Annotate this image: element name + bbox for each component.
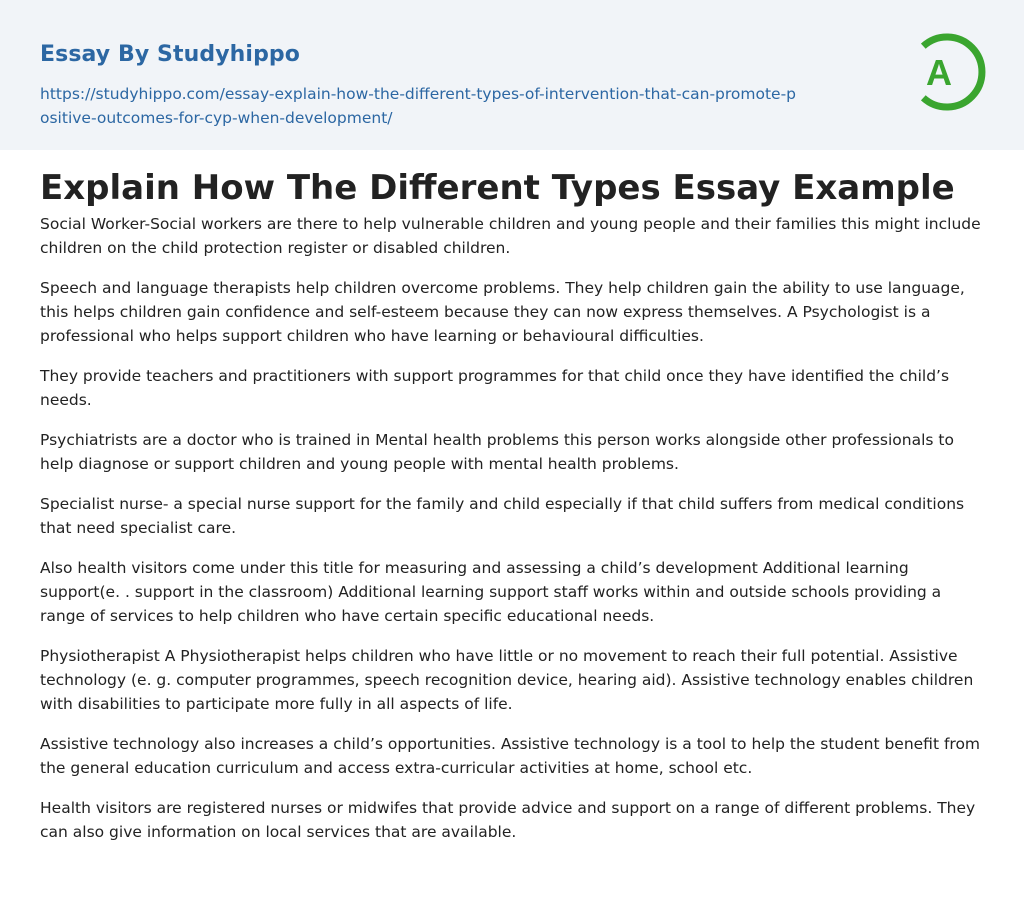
essay-paragraph: Health visitors are registered nurses or midwifes that provide advice and support on a range of different problems. They can also give information on local services that are available.	[40, 799, 976, 841]
essay-paragraph: Psychiatrists are a doctor who is trained in Mental health problems this person works alongside other professionals to help diagnose or support children and young people with mental health problems.	[40, 431, 954, 473]
essay-paragraph: They provide teachers and practitioners with support programmes for that child once they have identified the child’s needs.	[40, 367, 950, 409]
essay-article	[0, 150, 1024, 844]
essay-paragraph: Social Worker-Social workers are there to help vulnerable children and young people and their families this might include children on the child protection register or disabled children.	[40, 215, 981, 257]
essay-url-link[interactable]: https://studyhippo.com/essay-explain-how-the-different-types-of-intervention-that-can-promote-positive-outcomes-for-cyp-when-development/	[40, 85, 797, 127]
essay-paragraph: Speech and language therapists help children overcome problems. They help children gain the ability to use language, this helps children gain confidence and self-esteem because they can now express themselves. A Psychologist is a professional who helps support children who have learning or behavioural difficulties.	[40, 279, 965, 345]
site-header	[0, 0, 1024, 150]
essay-paragraph: Specialist nurse- a special nurse support for the family and child especially if that child suffers from medical conditions that need specialist care.	[40, 495, 965, 537]
essay-paragraph: Also health visitors come under this title for measuring and assessing a child’s development Additional learning support(e. . support in the classroom) Additional learning support staff works within and outside schools providing a range of services to help children who have certain specific educational needs.	[40, 559, 942, 625]
studyhippo-logo-icon[interactable]	[912, 30, 986, 114]
essay-paragraph: Physiotherapist A Physiotherapist helps children who have little or no movement to reach their full potential. Assistive technology (e. g. computer programmes, speech recognition device, hearing aid). Assistive technology enables children with disabilities to participate more fully in all aspects of life.	[40, 647, 974, 713]
essay-title: Explain How The Different Types Essay Example	[40, 168, 955, 208]
site-brand[interactable]: Essay By Studyhippo	[40, 42, 300, 67]
logo-letter: A	[926, 52, 952, 93]
essay-paragraph: Assistive technology also increases a child’s opportunities. Assistive technology is a tool to help the student benefit from the general education curriculum and access extra-curricular activities at home, school etc.	[40, 735, 981, 777]
